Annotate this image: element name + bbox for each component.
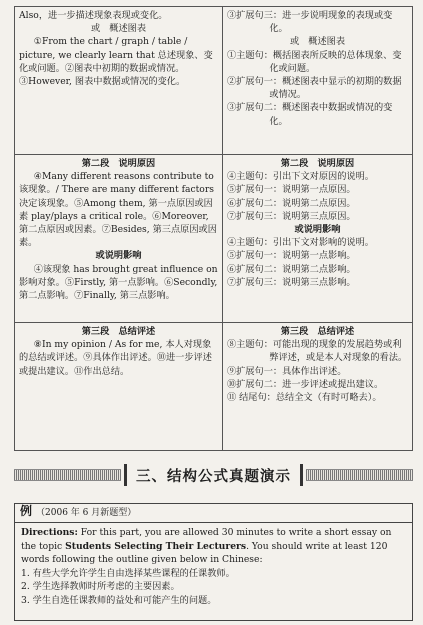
row1-left-line: Also，进一步描述现象表现或变化。	[19, 10, 168, 21]
row2-right-line: ⑦扩展句三：说明第三点原因。	[227, 210, 356, 222]
row2-left-paragraph: ④该现象 has brought great influence on 影响对象。⑤Firstly, 第一点影响。⑥Secondly, 第二点影响。⑦Finally, 第三点影响。	[19, 263, 218, 302]
row3-right-line: ⑪ 结尾句：总结全文（有时可略去）。	[227, 392, 382, 404]
row3-right-line: ⑧主题句：可能出现的现象的发展趋势或利弊评述，或是本人对现象的看法。	[227, 339, 408, 364]
section-heading: 三、结构公式真题演示	[136, 467, 291, 485]
table-row	[15, 323, 413, 451]
example-header	[15, 504, 412, 523]
row2-right-line: ⑥扩展句二：说明第二点原因。	[227, 197, 356, 209]
row3-left-paragraph: ⑧In my opinion / As for me, 本人对现象的总结或评述。⑨具体作出评述。⑩进一步评述或提出建议。⑪作出总结。	[19, 339, 212, 377]
row2-right-line: ⑦扩展句三：说明第三点影响。	[227, 276, 356, 288]
row1-right-cell	[223, 7, 413, 155]
row2-left-paragraph: ④Many different reasons contribute to 该现象。/ There are many different factors 决定该现象。⑤Among them, 第一点原因或因素 play/plays a critical role。⑥Moreover, 第二点原因或因素。⑦Besides, 第三点原因或因素。	[19, 171, 217, 249]
row1-right-subtitle: 或 概述图表	[289, 36, 346, 48]
example-body	[15, 523, 412, 611]
row2-left-subtitle: 或说明影响	[95, 250, 142, 262]
directions-label: Directions:	[21, 527, 78, 538]
row2-right-subtitle: 或说明影响	[294, 224, 341, 236]
example-year: （2006 年 6 月新题型）	[36, 508, 137, 518]
row3-right-line: ⑨扩展句一：具体作出评述。	[227, 365, 347, 377]
outline-item: 2. 学生选择教师时所考虑的主要因素。	[21, 581, 180, 593]
row1-right-line: ②扩展句一：概述图表中显示的初期的数据或情况。	[227, 76, 402, 101]
row1-right-line: ①主题句：概括图表所反映的总体现象、变化或问题。	[227, 49, 402, 74]
row1-left-cell	[15, 7, 223, 155]
row1-left-paragraph: ①From the chart / graph / table / picture, we clearly learn that 总述现象、变化或问题。②图表中初期的数据或情况。③However, 图表中数据或情况的变化。	[19, 36, 213, 88]
directions-text-post: . You should write at least 120 words following the outline given below in Chinese:	[21, 540, 388, 566]
example-label: 例	[20, 504, 33, 518]
row3-left-title: 第三段 总结评述	[81, 326, 156, 337]
row1-left-subtitle: 或 概述图表	[90, 23, 147, 35]
row2-left-title: 第二段 说明原因	[81, 158, 156, 169]
banner-bar-right	[300, 464, 303, 486]
row1-right-line: ③扩展句二：概述图表中数据或情况的变化。	[227, 102, 393, 127]
row2-left-cell	[15, 155, 223, 323]
table-row	[15, 7, 413, 155]
row2-right-title: 第二段 说明原因	[280, 158, 355, 169]
row3-right-line: ⑩扩展句二：进一步评述或提出建议。	[227, 378, 384, 390]
banner-bar-left	[124, 464, 127, 486]
banner-stripe-right	[306, 469, 413, 481]
row2-right-line: ⑤扩展句一：说明第一点影响。	[227, 250, 356, 262]
row2-right-cell	[223, 155, 413, 323]
table-row	[15, 155, 413, 323]
example-box	[14, 503, 413, 621]
structure-table	[14, 6, 413, 451]
row1-right-line: ③扩展句三：进一步说明现象的表现或变化。	[227, 10, 393, 35]
row3-left-cell	[15, 323, 223, 451]
row2-right-line: ④主题句：引出下文对原因的说明。	[227, 171, 374, 183]
row2-right-line: ⑤扩展句一：说明第一点原因。	[227, 184, 356, 196]
section-banner	[14, 464, 413, 486]
essay-topic: Students Selecting Their Lecturers	[65, 540, 247, 552]
outline-item: 3. 学生自选任课教师的益处和可能产生的问题。	[21, 594, 217, 606]
outline-page	[14, 6, 413, 451]
row2-right-line: ④主题句：引出下文对影响的说明。	[227, 237, 374, 249]
directions-text-pre: For this part, you are allowed 30 minutes to write a short essay on the topic	[21, 527, 392, 552]
row3-right-cell	[223, 323, 413, 451]
banner-stripe-left	[14, 469, 121, 481]
row2-right-line: ⑥扩展句二：说明第二点影响。	[227, 263, 356, 275]
outline-item: 1. 有些大学允许学生自由选择某些课程的任课教师。	[21, 567, 235, 579]
directions-paragraph	[21, 526, 406, 567]
row3-right-title: 第三段 总结评述	[280, 326, 355, 337]
